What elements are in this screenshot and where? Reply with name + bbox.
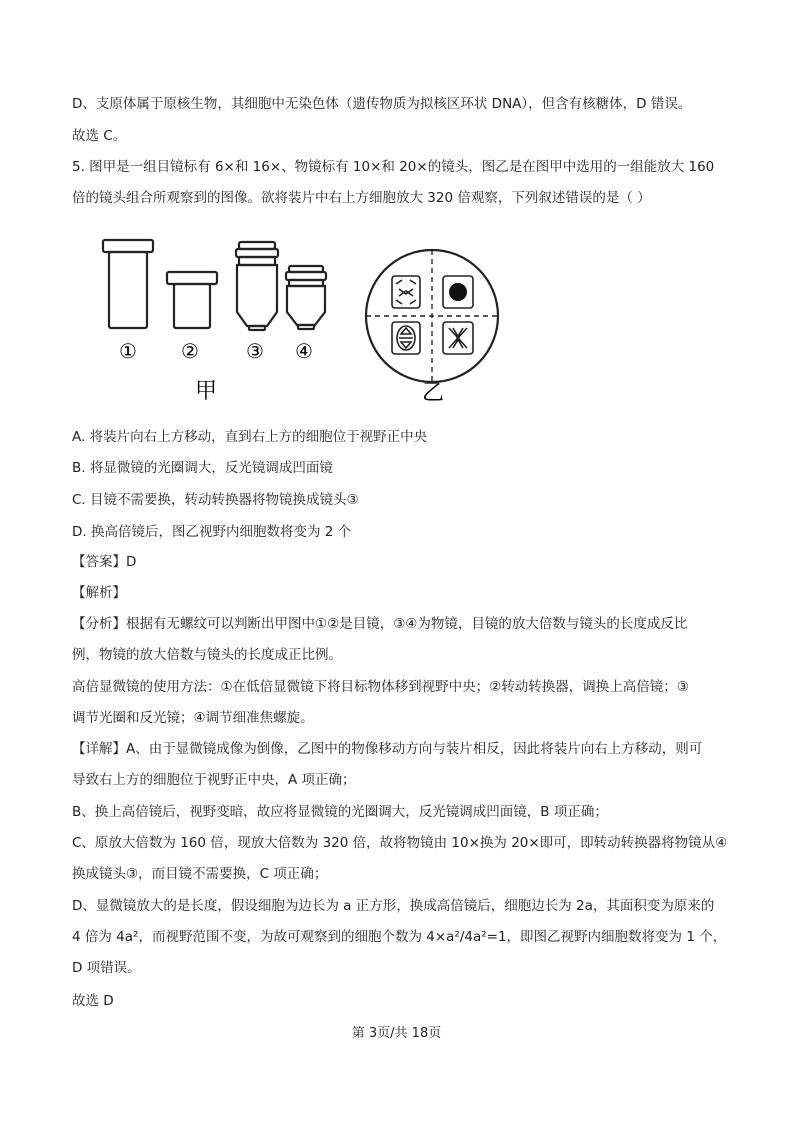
option-d: D. 换高倍镜后，图乙视野内细胞数将变为 2 个 [72,524,352,540]
detail-text: 导致右上方的细胞位于视野正中央，A 项正确； [72,772,356,788]
detail-text: 4 倍为 4a²，而视野范围不变，为故可观察到的细胞个数为 4×a²/4a²=1，即图乙视野内细胞数将变为 1 个， [72,929,727,945]
cell-bottom-right [443,322,473,354]
detail-text: 换成镜头③，而目镜不需要换，C 项正确； [72,866,328,882]
objective-lens-3 [236,242,278,330]
microscope-lens-figure [95,232,515,407]
detail-text: B、换上高倍镜后，视野变暗，故应将显微镜的光圈调大，反光镜调成凹面镜，B 项正确； [72,804,608,820]
option-a: A. 将装片向右上方移动，直到右上方的细胞位于视野正中央 [72,429,428,445]
detail-text: 【详解】A、由于显微镜成像为倒像，乙图中的物像移动方向与装片相反，因此将装片向右上方移动，则可 [72,741,703,757]
lens-label-2: ② [181,339,199,363]
text-line: 故选 C。 [72,128,127,144]
detail-text: D、显微镜放大的是长度，假设细胞为边长为 a 正方形，换成高倍镜后，细胞边长为 2a，其面积变为原来的 [72,898,715,914]
answer-line: 【答案】D [72,554,137,570]
objective-lens-4 [286,266,326,329]
eyepiece-lens-1 [103,240,153,328]
analysis-heading: 【解析】 [72,585,126,601]
field-of-view-diagram [366,250,498,382]
option-b: B. 将显微镜的光圈调大，反光镜调成凹面镜 [72,460,333,476]
analysis-text: 例，物镜的放大倍数与镜头的长度成正比例。 [72,647,342,663]
page-footer: 第 3页/共 18页 [351,1026,442,1041]
cell-top-left [392,276,420,308]
eyepiece-lens-2 [167,272,217,328]
analysis-text: 高倍显微镜的使用方法：①在低倍显微镜下将目标物体移到视野中央；②转动转换器，调换上高倍镜；③ [72,679,689,695]
analysis-text: 调节光圈和反光镜；④调节细准焦螺旋。 [72,710,314,726]
cell-top-right [443,276,473,308]
detail-text: D 项错误。 [72,960,141,976]
lens-label-1: ① [119,339,137,363]
lens-label-3: ③ [246,339,264,363]
lens-label-4: ④ [295,339,313,363]
conclusion-line: 故选 D [72,993,114,1009]
cell-bottom-left [392,322,420,354]
figure-caption-yi: 乙 [422,381,445,406]
detail-text: C、原放大倍数为 160 倍，现放大倍数为 320 倍，故将物镜由 10×换为 20×即可，即转动转换器将物镜从④ [72,835,728,851]
analysis-text: 【分析】根据有无螺纹可以判断出甲图中①②是目镜，③④为物镜，目镜的放大倍数与镜头的长度成反比 [72,616,688,632]
question-line: 5. 图甲是一组目镜标有 6×和 16×、物镜标有 10×和 20×的镜头，图乙是在图甲中选用的一组能放大 160 [72,159,715,175]
text-line: D、支原体属于原核生物，其细胞中无染色体（遗传物质为拟核区环状 DNA），但含有核糖体，D 错误。 [72,96,692,112]
question-line: 倍的镜头组合所观察到的图像。欲将装片中右上方细胞放大 320 倍观察，下列叙述错误的是（ ） [72,190,651,206]
figure-caption-jia: 甲 [195,379,218,404]
option-c: C. 目镜不需要换，转动转换器将物镜换成镜头③ [72,492,359,508]
